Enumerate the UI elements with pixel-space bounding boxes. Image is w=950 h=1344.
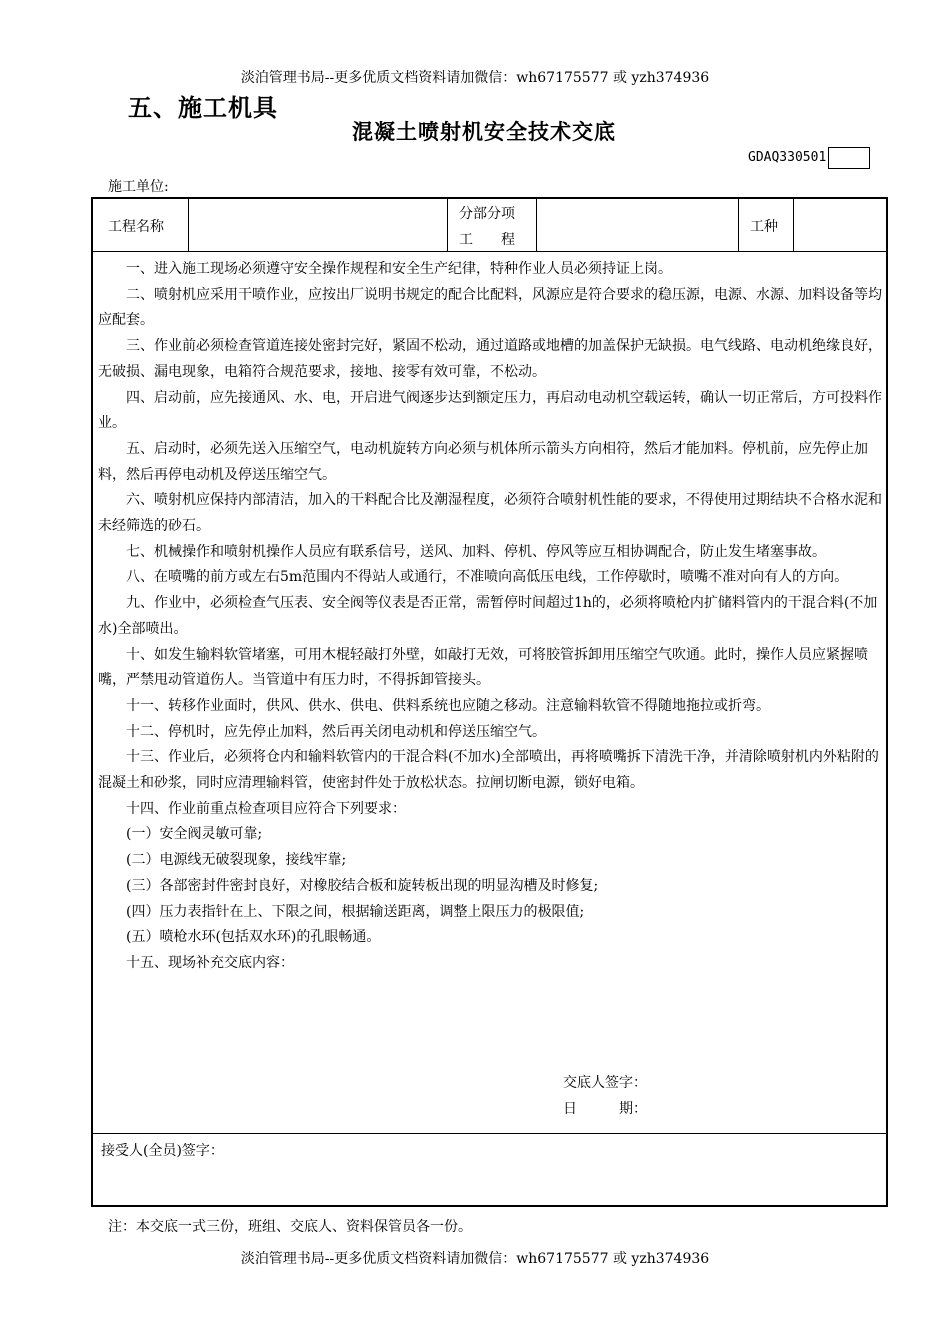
project-name-label: 工程名称 <box>108 219 164 235</box>
item-12: 十二、停机时，应先停止加料，然后再关闭电动机和停送压缩空气。 <box>126 723 546 740</box>
item-14: 十四、作业前重点检查项目应符合下列要求： <box>126 800 406 817</box>
item-11: 十一、转移作业面时，供风、供水、供电、供料系统也应随之移动。注意输料软管不得随地拖拉或折弯。 <box>126 697 770 714</box>
sub-project-label: 分部分项 <box>459 206 515 222</box>
footnote: 注：本交底一式三份，班组、交底人、资料保管员各一份。 <box>108 1219 472 1235</box>
header-col-divider <box>188 199 189 251</box>
check-item-3: (三）各部密封件密封良好，对橡胶结合板和旋转板出现的明显沟槽及时修复; <box>126 877 599 894</box>
disclosure-content <box>98 257 883 977</box>
sub-project-label-line2: 工 程 <box>459 232 515 248</box>
item-2: 二、喷射机应采用干喷作业，应按出厂说明书规定的配合比配料，风源应是符合要求的稳压源，电源、水源、加料设备等均应配套。 <box>98 286 882 329</box>
trade-label: 工种 <box>750 219 778 235</box>
item-13: 十三、作业后，必须将仓内和输料软管内的干混合料(不加水)全部喷出，再将喷嘴拆下清洗干净，并清除喷射机内外粘附的混凝土和砂浆，同时应清理输料管，使密封件处于放松状态。拉闸切断电源，锁好电箱。 <box>98 749 879 792</box>
item-5: 五、启动时，必须先送入压缩空气，电动机旋转方向必须与机体所示箭头方向相符，然后才能加料。停机前，应先停止加料，然后再停电动机及停送压缩空气。 <box>98 440 868 483</box>
header-col-divider <box>536 199 537 251</box>
project-name-field[interactable] <box>190 201 445 249</box>
item-9: 九、作业中，必须检查气压表、安全阀等仪表是否正常，需暂停时间超过1h的，必须将喷枪内扩储料管内的干混合料(不加水)全部喷出。 <box>98 595 878 637</box>
signer-label: 交底人签字： <box>563 1075 647 1091</box>
item-10: 十、如发生输料软管堵塞，可用木棍轻敲打外壁，如敲打无效，可将胶管拆卸用压缩空气吹通。此时，操作人员应紧握喷嘴，严禁甩动管道伤人。当管道中有压力时，不得拆卸管接头。 <box>98 646 868 689</box>
sub-project-field[interactable] <box>538 201 736 249</box>
receiver-section-divider <box>93 1133 886 1134</box>
check-item-1: (一）安全阀灵敏可靠; <box>126 826 263 843</box>
item-1: 一、进入施工现场必须遵守安全操作规程和安全生产纪律，特种作业人员必须持证上岗。 <box>126 261 672 277</box>
section-title: 五、施工机具 <box>128 94 278 122</box>
document-title: 混凝土喷射机安全技术交底 <box>352 120 616 144</box>
item-8: 八、在喷嘴的前方或左右5m范围内不得站人或通行，不准喷向高低压电线，工作停歇时，喷嘴不准对向有人的方向。 <box>126 569 849 586</box>
date-label: 日 期： <box>563 1101 647 1117</box>
item-6: 六、喷射机应保持内部清洁，加入的干料配合比及潮湿程度，必须符合喷射机性能的要求，不得使用过期结块不合格水泥和未经筛选的砂石。 <box>98 492 882 535</box>
item-7: 七、机械操作和喷射机操作人员应有联系信号，送风、加料、停机、停风等应互相协调配合，防止发生堵塞事故。 <box>126 543 826 560</box>
check-item-4: (四）压力表指针在上、下限之间，根据输送距离，调整上限压力的极限值; <box>126 903 585 920</box>
header-col-divider <box>447 199 448 251</box>
header-row-divider <box>93 251 886 252</box>
construction-unit-label: 施工单位: <box>108 179 169 195</box>
check-item-2: (二）电源线无破裂现象，接线牢靠; <box>126 852 347 869</box>
item-4: 四、启动前，应先接通风、水、电，开启进气阀逐步达到额定压力，再启动电动机空载运转，确认一切正常后，方可投料作业。 <box>98 389 882 432</box>
header-col-divider <box>793 199 794 251</box>
item-15: 十五、现场补充交底内容： <box>126 954 294 971</box>
trade-field[interactable] <box>795 201 885 249</box>
document-code: GDAQ330501 <box>748 150 827 165</box>
receiver-label: 接受人(全员)签字： <box>101 1143 224 1159</box>
header-note: 淡泊管理书局--更多优质文档资料请加微信：wh67175577 或 yzh374936 <box>240 70 710 86</box>
footer-note: 淡泊管理书局--更多优质文档资料请加微信：wh67175577 或 yzh374936 <box>240 1251 710 1267</box>
item-3: 三、作业前必须检查管道连接处密封完好，紧固不松动，通过道路或地槽的加盖保护无缺损。电气线路、电动机绝缘良好，无破损、漏电现象，电箱符合规范要求，接地、接零有效可靠，不松动。 <box>98 338 882 380</box>
header-col-divider <box>738 199 739 251</box>
code-input-box[interactable] <box>828 147 870 169</box>
check-item-5: (五）喷枪水环(包括双水环)的孔眼畅通。 <box>126 929 381 946</box>
